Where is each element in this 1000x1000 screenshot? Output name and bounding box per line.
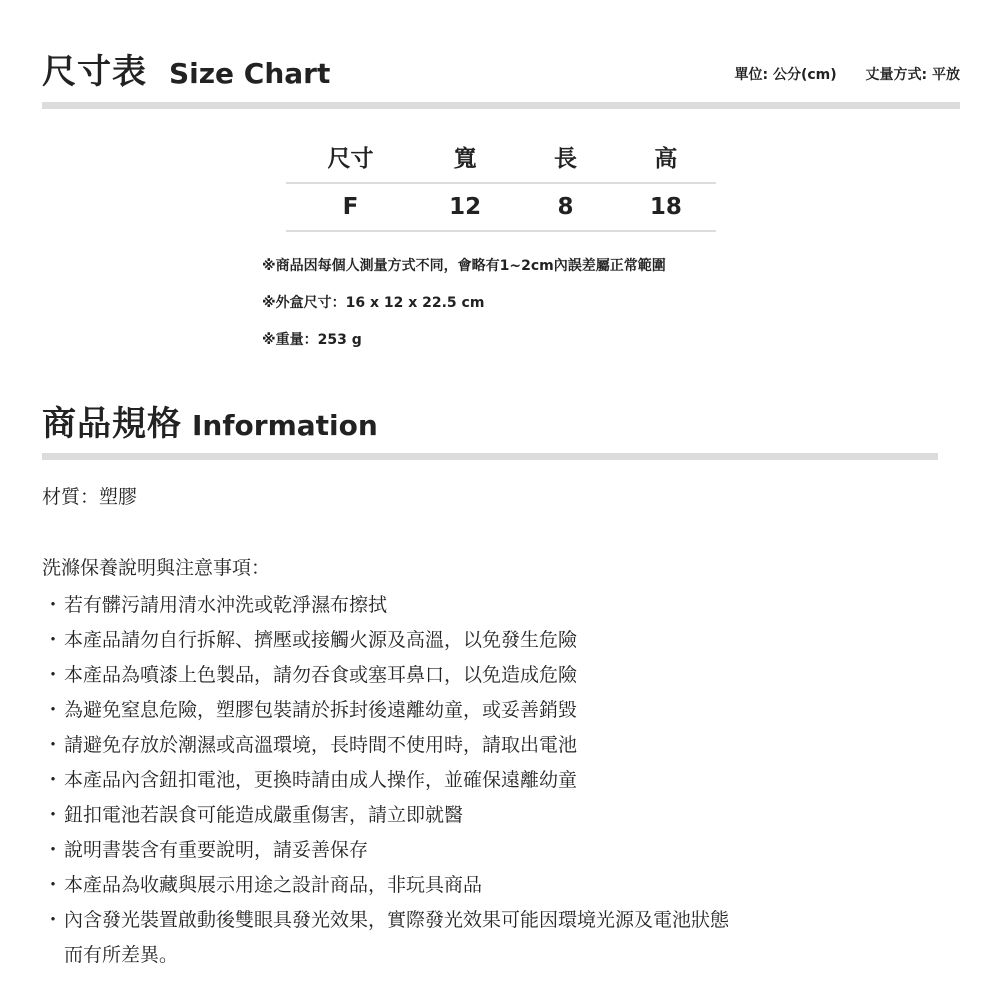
list-item (42, 728, 942, 763)
list-item (42, 693, 942, 728)
care-item-text: 內含發光裝置啟動後雙眼具發光效果，實際發光效果可能因環境光源及電池狀態 而有所差異。 (64, 909, 730, 966)
table-row (286, 184, 716, 232)
header-height: 高 (654, 146, 678, 172)
information-title (42, 396, 378, 445)
list-item (42, 623, 942, 658)
measurement-info (734, 64, 960, 84)
size-chart-title-en: Size Chart (169, 57, 331, 90)
care-item-text: 說明書裝含有重要說明，請妥善保存 (64, 839, 369, 861)
care-item-text: 鈕扣電池若誤食可能造成嚴重傷害，請立即就醫 (64, 804, 464, 826)
care-item-text: 本產品為噴漆上色製品，請勿吞食或塞耳鼻口，以免造成危險 (64, 664, 578, 686)
list-item (42, 658, 942, 693)
unit-label: 單位: 公分(cm) (734, 67, 837, 83)
note-weight: ※重量：253 g (262, 332, 362, 348)
size-table (286, 136, 716, 232)
note-box-size: ※外盒尺寸：16 x 12 x 22.5 cm (262, 295, 485, 311)
method-label: 丈量方式: 平放 (865, 67, 960, 83)
bullet-mark: ・ (43, 769, 63, 791)
bullet-mark: ・ (43, 664, 63, 686)
bullet-mark: ・ (43, 839, 63, 861)
size-chart-title-zh: 尺寸表 (42, 52, 147, 92)
care-item-text: 本產品為收藏與展示用途之設計商品，非玩具商品 (64, 874, 483, 896)
bullet-mark: ・ (43, 804, 63, 826)
note-tolerance: ※商品因每個人測量方式不同，會略有1~2cm內誤差屬正常範圍 (262, 258, 666, 274)
list-item (42, 868, 942, 903)
size-chart-title (42, 44, 330, 93)
information-title-zh: 商品規格 (42, 404, 182, 444)
information-title-en: Information (192, 409, 378, 442)
size-chart-divider (42, 102, 960, 109)
header-width: 寬 (453, 146, 477, 172)
cell-length: 8 (557, 194, 574, 220)
cell-width: 12 (449, 194, 482, 220)
care-item-text: 若有髒污請用清水沖洗或乾淨濕布擦拭 (64, 594, 388, 616)
care-item-text: 本產品內含鈕扣電池，更換時請由成人操作，並確保遠離幼童 (64, 769, 578, 791)
care-heading: 洗滌保養說明與注意事項： (42, 557, 271, 579)
header-size: 尺寸 (327, 146, 374, 172)
care-item-text: 本產品請勿自行拆解、擠壓或接觸火源及高溫，以免發生危險 (64, 629, 578, 651)
care-item-text: 請避免存放於潮濕或高溫環境，長時間不使用時，請取出電池 (64, 734, 578, 756)
list-item (42, 588, 942, 623)
care-list (42, 588, 942, 973)
bullet-mark: ・ (43, 909, 63, 931)
material-text: 材質：塑膠 (42, 486, 138, 508)
list-item (42, 798, 942, 833)
list-item (42, 763, 942, 798)
bullet-mark: ・ (43, 699, 63, 721)
list-item (42, 903, 942, 973)
bullet-mark: ・ (43, 734, 63, 756)
bullet-mark: ・ (43, 594, 63, 616)
cell-size: F (342, 194, 359, 220)
list-item (42, 833, 942, 868)
bullet-mark: ・ (43, 874, 63, 896)
bullet-mark: ・ (43, 629, 63, 651)
size-table-header-row (286, 136, 716, 184)
care-item-text: 為避免窒息危險，塑膠包裝請於拆封後遠離幼童，或妥善銷毀 (64, 699, 578, 721)
size-notes (262, 254, 666, 365)
information-divider (42, 453, 938, 460)
header-length: 長 (553, 146, 577, 172)
cell-height: 18 (649, 194, 682, 220)
